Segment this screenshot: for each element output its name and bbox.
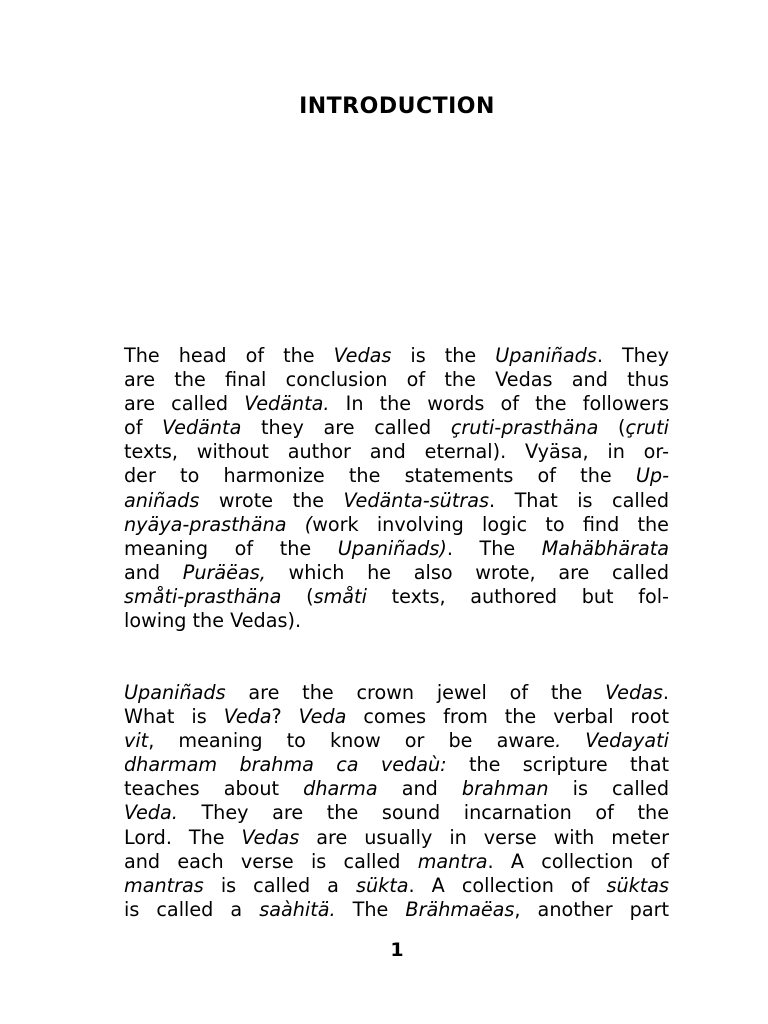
text-run: The head of the (124, 344, 334, 367)
italic-term: Veda. (124, 801, 178, 825)
italic-term: småti-prasthäna (124, 584, 282, 608)
italic-term: småti (313, 584, 367, 608)
text-run: and (124, 560, 183, 584)
text-run: are the crown jewel of the (225, 681, 606, 704)
italic-term: Upaniñads) (337, 536, 447, 560)
text-run: . (662, 681, 669, 704)
text-line (124, 850, 669, 874)
text-line (124, 440, 669, 464)
text-run: and each verse is called (124, 849, 418, 873)
italic-term: çruti-prasthäna (450, 416, 599, 440)
italic-term: Puräëas, (182, 560, 266, 584)
italic-term: sükta (355, 873, 409, 897)
italic-term: Upaniñads (124, 681, 226, 704)
text-run: is called (548, 777, 669, 801)
italic-term: brahman (461, 777, 549, 801)
text-run: texts, without author and eternal). Vyäsa, in or- (124, 440, 669, 464)
body-paragraph-1 (124, 344, 669, 633)
italic-term: Mahäbhärata (541, 536, 670, 560)
text-run: which he also wrote, are called (265, 560, 669, 584)
body-paragraph-2 (124, 681, 669, 922)
text-run: . A collection of (408, 873, 607, 897)
italic-term: Veda (298, 705, 347, 729)
text-run: ? (271, 705, 299, 729)
italic-term: Upaniñads (495, 344, 597, 367)
text-run: wrote the (199, 488, 344, 512)
italic-term: süktas (606, 873, 669, 897)
text-run: work involving logic to find the (312, 512, 669, 536)
text-run: are usually in verse with meter (299, 825, 669, 849)
text-run: . They (596, 344, 669, 367)
text-line (124, 392, 669, 416)
text-line (124, 753, 669, 777)
text-run: they are called (241, 416, 451, 440)
text-line (124, 681, 669, 705)
text-run: The (335, 897, 406, 921)
text-line (124, 705, 669, 729)
italic-term: Up- (635, 464, 669, 488)
italic-term: Vedänta-sütras (343, 488, 489, 512)
italic-term: dharma (303, 777, 378, 801)
text-run: teaches about (124, 777, 304, 801)
text-run: texts, authored but fol- (366, 584, 669, 608)
text-line (124, 537, 669, 561)
text-run: is called a (203, 873, 356, 897)
text-run: ( (598, 416, 626, 440)
italic-term: çruti (625, 416, 669, 440)
italic-term: mantra (417, 849, 488, 873)
text-run: , another part (514, 897, 670, 921)
text-line (124, 344, 669, 368)
text-line (124, 368, 669, 392)
italic-term: nyäya-prasthäna ( (124, 512, 313, 536)
text-run: der to harmonize the statements of the (124, 464, 636, 488)
italic-term: mantras (124, 873, 204, 897)
text-line (124, 585, 669, 609)
italic-term: Vedänta. (244, 392, 330, 416)
text-run: What is (124, 705, 224, 729)
text-run: lowing the Vedas). (124, 609, 302, 633)
text-line (124, 561, 669, 585)
italic-term: aniñads (124, 488, 200, 512)
text-line (124, 464, 669, 488)
italic-term: vit (124, 729, 149, 753)
text-run: is called a (124, 897, 260, 921)
text-run: They are the sound incarnation of the (177, 801, 669, 825)
italic-term: Brähmaëas (405, 897, 515, 921)
page-number: 1 (390, 939, 404, 961)
text-run: is the (391, 344, 496, 367)
text-line (124, 729, 669, 753)
text-line (124, 416, 669, 440)
italic-term: Vedas (605, 681, 663, 704)
italic-term: Vedas (333, 344, 392, 367)
italic-term: Vedas (241, 825, 300, 849)
text-run: . That is called (488, 488, 669, 512)
italic-term: Vedänta (162, 416, 242, 440)
text-run: and (377, 777, 462, 801)
text-line (124, 898, 669, 922)
text-run: meaning of the (124, 536, 338, 560)
italic-term: Veda (223, 705, 272, 729)
italic-term: dharmam brahma ca vedaù: (124, 753, 447, 777)
text-run: . The (446, 536, 542, 560)
text-run: the scripture that (446, 753, 670, 777)
text-run: comes from the verbal root (346, 705, 669, 729)
text-line (124, 826, 669, 850)
text-run: ( (281, 584, 314, 608)
text-line (124, 609, 669, 633)
italic-term: saàhitä. (259, 897, 336, 921)
text-run: , meaning to know or be aware (148, 729, 556, 753)
text-run: Lord. The (124, 825, 242, 849)
text-run: are the final conclusion of the Vedas and thus (124, 368, 669, 392)
text-line (124, 513, 669, 537)
text-line (124, 777, 669, 801)
text-run: of (124, 416, 163, 440)
page-title: INTRODUCTION (299, 94, 495, 119)
text-run: . A collection of (487, 849, 670, 873)
text-run: are called (124, 392, 245, 416)
italic-term: . Vedayati (555, 729, 669, 753)
text-line (124, 489, 669, 513)
text-line (124, 874, 669, 898)
text-line (124, 801, 669, 825)
text-run: In the words of the followers (329, 392, 669, 416)
